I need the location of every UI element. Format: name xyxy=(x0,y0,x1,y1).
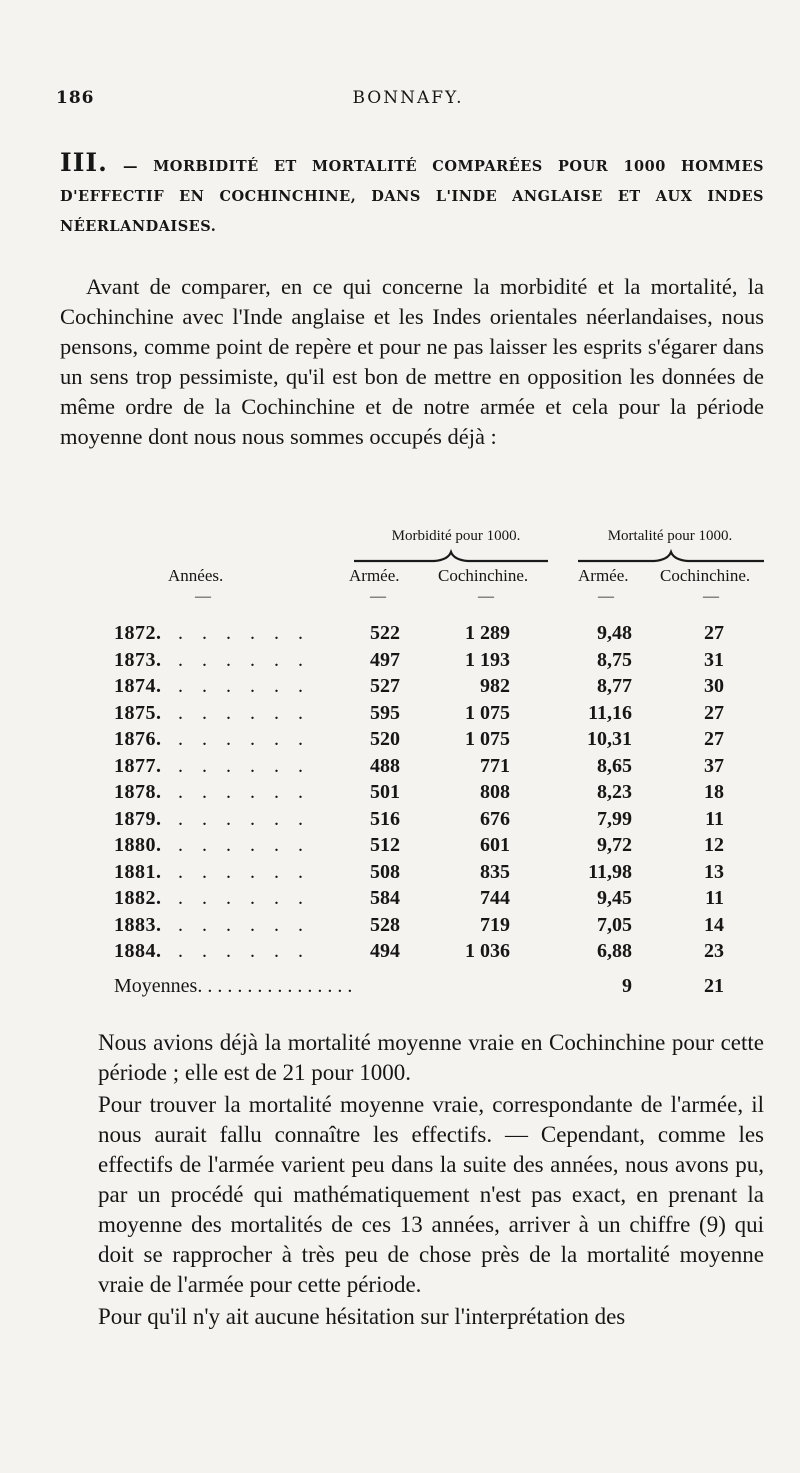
row-mortalite-cochinchine: 13 xyxy=(704,860,724,883)
row-mortalite-armee: 8,65 xyxy=(597,754,632,777)
row-mortalite-cochinchine: 31 xyxy=(704,648,724,671)
row-morbidite-cochinchine: 771 xyxy=(480,754,510,777)
row-leader-dots: . . . . . . xyxy=(178,622,310,644)
row-morbidite-cochinchine: 676 xyxy=(480,807,510,830)
section-title: — MORBIDITÉ ET MORTALITÉ COMPARÉES POUR 1000 HOMMES D'EFFECTIF EN COCHINCHINE, DANS L'INDE ANGLAISE ET AUX INDES NÉERLANDAISES. xyxy=(60,158,764,235)
row-year: 1881. xyxy=(114,860,162,883)
row-leader-dots: . . . . . . xyxy=(178,781,310,803)
row-mortalite-armee: 11,98 xyxy=(588,860,632,883)
row-morbidite-cochinchine: 744 xyxy=(480,887,510,909)
row-morbidite-cochinchine: 1 193 xyxy=(465,648,510,671)
row-morbidite-armee: 516 xyxy=(370,807,400,830)
row-leader-dots: . . . . . . xyxy=(178,754,310,777)
row-mortalite-armee: 8,75 xyxy=(597,648,632,671)
row-leader-dots: . . . . . . xyxy=(178,860,310,883)
row-year: 1873. xyxy=(114,648,162,671)
group-header-morbidite: Morbidité pour 1000. xyxy=(391,528,521,544)
row-year: 1884. xyxy=(114,940,162,962)
group-header-mortalite: Mortalité pour 1000. xyxy=(607,528,733,544)
row-leader-dots: . . . . . . xyxy=(178,675,310,697)
row-year: 1874. xyxy=(114,675,162,697)
row-leader-dots: . . . . . . xyxy=(178,807,310,830)
row-morbidite-cochinchine: 808 xyxy=(480,781,510,803)
dash-cochinchine-morbidite: — xyxy=(478,588,494,605)
row-leader-dots: . . . . . . xyxy=(178,940,310,962)
row-morbidite-armee: 508 xyxy=(370,860,400,883)
row-morbidite-cochinchine: 1 075 xyxy=(465,701,510,724)
row-year: 1879. xyxy=(114,807,162,830)
row-leader-dots: . . . . . . xyxy=(178,728,310,750)
column-header-armee-mortalite: Armée. xyxy=(578,566,629,585)
row-morbidite-cochinchine: 1 075 xyxy=(465,728,510,750)
column-header-cochinchine-morbidite: Cochinchine. xyxy=(438,566,529,585)
row-mortalite-armee: 9,45 xyxy=(597,887,632,909)
row-mortalite-cochinchine: 37 xyxy=(704,754,724,777)
paragraph-effectifs: Pour trouver la mortalité moyenne vraie, correspondante de l'armée, il nous aurait fallu connaître les effectifs. — Cependant, comme les effectifs de l'armée varient peu dans la suite des années, nous avons pu, par un procédé qui mathématiquement n'est pas exact, en prenant la moyenne des mortalités de ces 13 années, arriver à un chiffre (9) qui doit se rapprocher à très peu de chose près de la mortalité moyenne vraie de l'armée pour cette période. xyxy=(98,1092,764,1297)
row-mortalite-armee: 9,72 xyxy=(597,834,632,856)
row-mortalite-cochinchine: 11 xyxy=(705,807,724,830)
intro-paragraph: Avant de comparer, en ce qui concerne la morbidité et la mortalité, la Cochinchine avec l'Inde anglaise et les Indes orientales néerlandaises, nous pensons, comme point de repère et pour ne pas laisser les esprits s'égarer dans un sens trop pessimiste, qu'il est bon de mettre en opposition les données de même ordre de la Cochinchine et de notre armée et cela pour la période moyenne dont nous nous sommes occupés déjà : xyxy=(60,274,764,449)
dash-armee-mortalite: — xyxy=(598,588,614,605)
row-mortalite-armee: 9,48 xyxy=(597,622,632,644)
row-year: 1876. xyxy=(114,728,162,750)
moyennes-mortalite-cochinchine: 21 xyxy=(704,975,724,997)
row-year: 1878. xyxy=(114,781,162,803)
page-number: 186 xyxy=(56,88,95,108)
row-morbidite-armee: 527 xyxy=(370,675,400,697)
moyennes-mortalite-armee: 9 xyxy=(622,975,632,997)
row-leader-dots: . . . . . . xyxy=(178,913,310,936)
row-morbidite-cochinchine: 1 036 xyxy=(465,940,510,962)
running-head-author: BONNAFY. xyxy=(352,88,464,108)
row-morbidite-cochinchine: 719 xyxy=(480,913,510,936)
row-morbidite-armee: 522 xyxy=(370,622,400,644)
paragraph-mortalite-vraie: Nous avions déjà la mortalité moyenne vraie en Cochinchine pour cette période ; elle est de 21 pour 1000. xyxy=(98,1030,764,1085)
dash-cochinchine-mortalite: — xyxy=(703,588,719,605)
row-mortalite-cochinchine: 12 xyxy=(704,834,724,856)
row-leader-dots: . . . . . . xyxy=(178,834,310,856)
row-mortalite-armee: 8,23 xyxy=(597,781,632,803)
row-mortalite-armee: 7,05 xyxy=(597,913,632,936)
row-year: 1875. xyxy=(114,701,162,724)
brace-morbidite xyxy=(352,548,550,564)
row-mortalite-armee: 8,77 xyxy=(597,675,632,697)
row-leader-dots: . . . . . . xyxy=(178,701,310,724)
row-mortalite-cochinchine: 27 xyxy=(704,701,724,724)
dash-annees: — xyxy=(195,588,211,605)
row-morbidite-cochinchine: 1 289 xyxy=(465,622,510,644)
row-year: 1883. xyxy=(114,913,162,936)
row-mortalite-cochinchine: 18 xyxy=(704,781,724,803)
row-mortalite-armee: 6,88 xyxy=(597,940,632,962)
paragraph-interpretation: Pour qu'il n'y ait aucune hésitation sur l'interprétation des xyxy=(98,1304,626,1329)
closing-text xyxy=(98,1028,764,1332)
row-morbidite-cochinchine: 835 xyxy=(480,860,510,883)
row-morbidite-armee: 494 xyxy=(370,940,400,962)
row-leader-dots: . . . . . . xyxy=(178,648,310,671)
row-mortalite-armee: 7,99 xyxy=(597,807,632,830)
column-header-armee-morbidite: Armée. xyxy=(349,566,400,585)
row-morbidite-armee: 584 xyxy=(370,887,400,909)
moyennes-label: Moyennes. . . . . . . . . . . . . . . . xyxy=(114,975,353,997)
section-number: III. xyxy=(60,148,108,177)
row-mortalite-cochinchine: 23 xyxy=(704,940,724,962)
row-year: 1880. xyxy=(114,834,162,856)
column-header-annees: Années. xyxy=(168,566,224,585)
dash-armee-morbidite: — xyxy=(370,588,386,605)
row-morbidite-armee: 488 xyxy=(370,754,400,777)
row-morbidite-cochinchine: 982 xyxy=(480,675,510,697)
row-year: 1882. xyxy=(114,887,162,909)
row-leader-dots: . . . . . . xyxy=(178,887,310,909)
row-mortalite-cochinchine: 11 xyxy=(705,887,724,909)
row-mortalite-cochinchine: 27 xyxy=(704,728,724,750)
row-year: 1872. xyxy=(114,622,162,644)
brace-mortalite xyxy=(576,548,766,564)
row-morbidite-armee: 497 xyxy=(370,648,400,671)
row-morbidite-armee: 512 xyxy=(370,834,400,856)
row-mortalite-cochinchine: 30 xyxy=(704,675,724,697)
row-mortalite-cochinchine: 27 xyxy=(704,622,724,644)
row-morbidite-armee: 595 xyxy=(370,701,400,724)
row-morbidite-armee: 528 xyxy=(370,913,400,936)
row-mortalite-armee: 10,31 xyxy=(587,728,632,750)
row-mortalite-armee: 11,16 xyxy=(588,701,632,724)
row-year: 1877. xyxy=(114,754,162,777)
row-mortalite-cochinchine: 14 xyxy=(704,913,724,936)
row-morbidite-armee: 520 xyxy=(370,728,400,750)
column-header-cochinchine-mortalite: Cochinchine. xyxy=(660,566,751,585)
row-morbidite-cochinchine: 601 xyxy=(480,834,510,856)
row-morbidite-armee: 501 xyxy=(370,781,400,803)
